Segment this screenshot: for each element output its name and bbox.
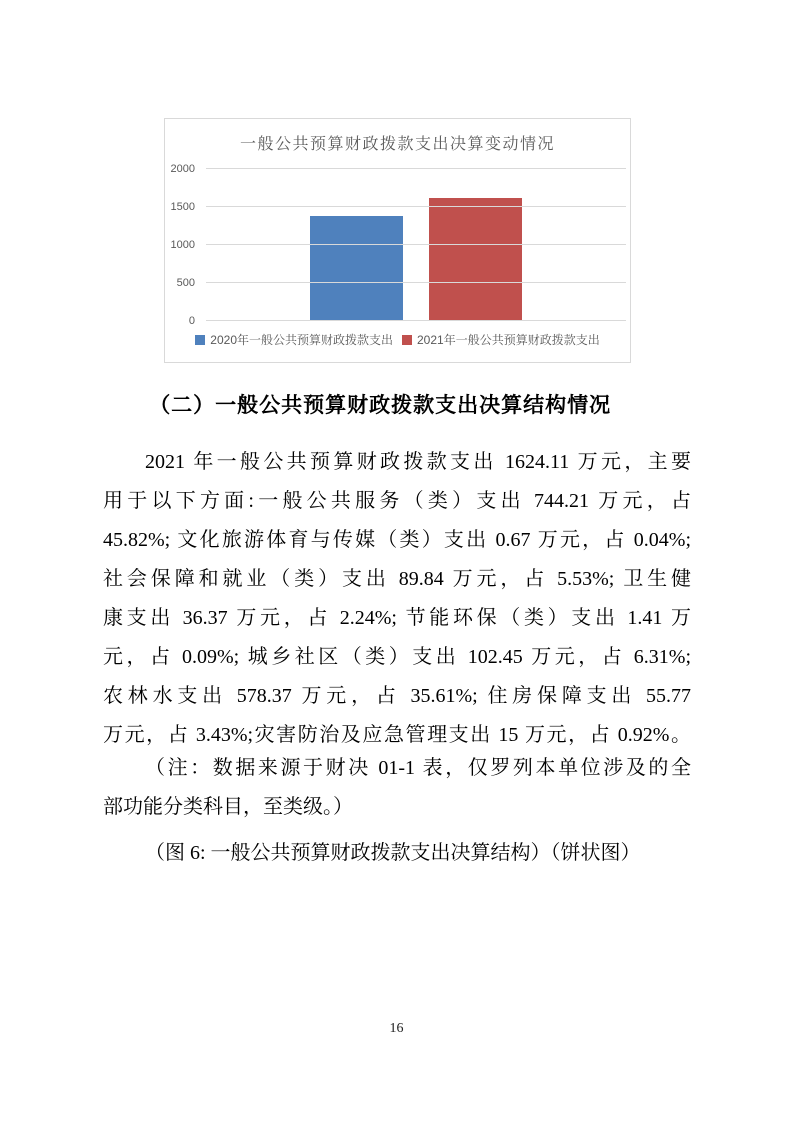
figure-caption <box>103 834 691 873</box>
gridline <box>206 320 626 321</box>
page-number: 16 <box>389 1021 404 1036</box>
paragraph-line: 社会保障和就业（类）支出 89.84 万元，占 5.53%; 卫生健 <box>103 568 691 590</box>
gridline <box>206 206 626 207</box>
legend-label: 2020年一般公共预算财政拨款支出 <box>210 333 393 347</box>
bar-2020年一般公共预算财政拨款支出 <box>310 216 403 321</box>
paragraph-line: 用于以下方面:一般公共服务（类）支出 744.21 万元，占 <box>103 490 691 512</box>
y-axis-tick-label: 2000 <box>170 163 195 175</box>
body-paragraph <box>103 443 691 755</box>
y-axis-tick-label: 500 <box>176 277 195 289</box>
y-axis-tick-label: 0 <box>188 315 195 327</box>
gridline <box>206 168 626 169</box>
note-line: 部功能分类科目，至类级。） <box>103 796 353 818</box>
y-axis-tick-label: 1000 <box>170 239 195 251</box>
paragraph-line: 元，占 0.09%; 城乡社区（类）支出 102.45 万元，占 6.31%; <box>103 646 691 668</box>
budget-change-bar-chart <box>164 118 631 363</box>
legend-item <box>402 331 600 348</box>
note-line: （注：数据来源于财决 01-1 表，仅罗列本单位涉及的全 <box>145 757 691 779</box>
chart-legend <box>165 331 630 348</box>
paragraph-line: 万元，占 3.43%;灾害防治及应急管理支出 15 万元，占 0.92%。 <box>103 724 691 746</box>
legend-item <box>195 331 393 348</box>
paragraph-line: 农林水支出 578.37 万元，占 35.61%; 住房保障支出 55.77 <box>103 685 691 707</box>
chart-plot-area <box>206 169 626 321</box>
legend-label: 2021年一般公共预算财政拨款支出 <box>417 333 600 347</box>
paragraph-line: 45.82%; 文化旅游体育与传媒（类）支出 0.67 万元，占 0.04%; <box>103 529 691 551</box>
section-heading: （二）一般公共预算财政拨款支出决算结构情况 <box>149 394 612 417</box>
caption-line: （图 6: 一般公共预算财政拨款支出决算结构）（饼状图） <box>145 842 641 864</box>
paragraph-line: 康支出 36.37 万元，占 2.24%; 节能环保（类）支出 1.41 万 <box>103 607 691 629</box>
chart-y-axis-labels <box>165 163 199 327</box>
paragraph-line: 2021 年一般公共预算财政拨款支出 1624.11 万元，主要 <box>145 451 691 473</box>
y-axis-tick-label: 1500 <box>170 201 195 213</box>
note-paragraph <box>103 749 691 827</box>
bar-2021年一般公共预算财政拨款支出 <box>429 198 522 321</box>
gridline <box>206 282 626 283</box>
chart-bars <box>206 169 626 321</box>
gridline <box>206 244 626 245</box>
legend-swatch-icon <box>195 335 205 345</box>
chart-title: 一般公共预算财政拨款支出决算变动情况 <box>239 136 555 153</box>
legend-swatch-icon <box>402 335 412 345</box>
